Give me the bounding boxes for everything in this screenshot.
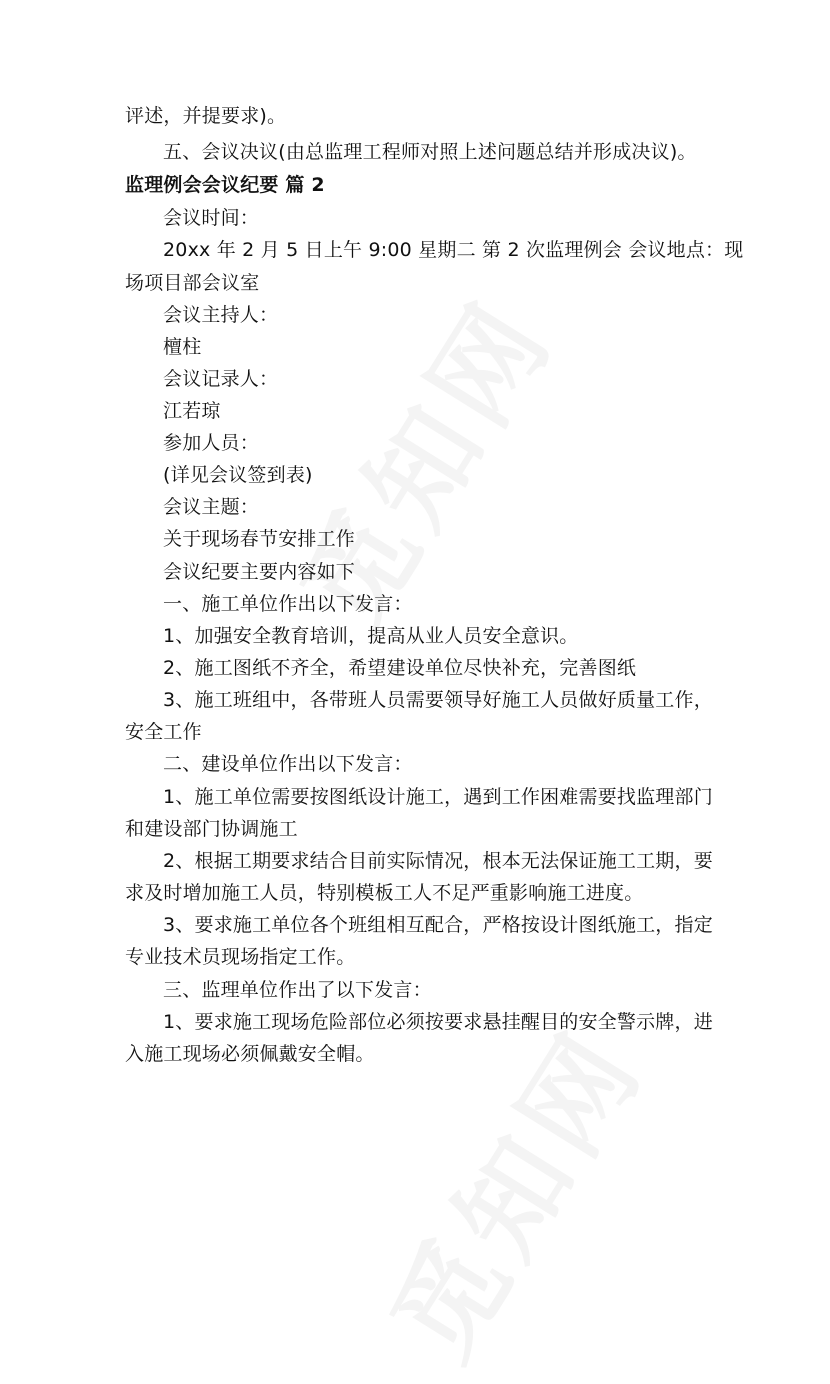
paragraph-line: 江若琼	[163, 400, 221, 422]
paragraph-line: (详见会议签到表)	[163, 464, 313, 486]
paragraph-line: 会议主持人：	[163, 304, 279, 326]
paragraph-line: 五、会议决议(由总监理工程师对照上述问题总结并形成决议)。	[163, 141, 697, 163]
paragraph-line: 场项目部会议室	[125, 272, 260, 294]
paragraph-line: 求及时增加施工人员，特别模板工人不足严重影响施工进度。	[125, 882, 644, 904]
paragraph-line: 二、建设单位作出以下发言：	[163, 753, 413, 775]
paragraph-line: 会议记录人：	[163, 368, 279, 390]
paragraph-line: 1、加强安全教育培训，提高从业人员安全意识。	[163, 625, 579, 647]
paragraph-line: 2、根据工期要求结合目前实际情况，根本无法保证施工工期，要	[163, 850, 713, 872]
paragraph-line: 参加人员：	[163, 432, 260, 454]
paragraph-line: 会议时间：	[163, 207, 260, 229]
paragraph-line: 会议主题：	[163, 496, 260, 518]
section-heading: 监理例会会议纪要 篇 2	[125, 174, 325, 196]
watermark	[348, 994, 673, 1383]
paragraph-line: 安全工作	[125, 721, 202, 743]
paragraph-line: 三、监理单位作出了以下发言：	[163, 979, 432, 1001]
paragraph-line: 1、施工单位需要按图纸设计施工，遇到工作困难需要找监理部门	[163, 786, 713, 808]
paragraph-line: 入施工现场必须佩戴安全帽。	[125, 1043, 375, 1065]
paragraph-line: 20xx 年 2 月 5 日上午 9:00 星期二 第 2 次监理例会 会议地点：现	[163, 239, 744, 261]
paragraph-line: 檀柱	[163, 336, 202, 358]
paragraph-line: 评述，并提要求)。	[125, 105, 287, 127]
paragraph-line: 一、施工单位作出以下发言：	[163, 593, 413, 615]
paragraph-line: 会议纪要主要内容如下	[163, 561, 356, 583]
paragraph-line: 和建设部门协调施工	[125, 818, 298, 840]
paragraph-line: 1、要求施工现场危险部位必须按要求悬挂醒目的安全警示牌，进	[163, 1011, 713, 1033]
paragraph-line: 专业技术员现场指定工作。	[125, 946, 356, 968]
paragraph-line: 关于现场春节安排工作	[163, 528, 356, 550]
paragraph-line: 2、施工图纸不齐全，希望建设单位尽快补充，完善图纸	[163, 657, 637, 679]
paragraph-line: 3、施工班组中，各带班人员需要领导好施工人员做好质量工作，	[163, 689, 713, 711]
paragraph-line: 3、要求施工单位各个班组相互配合，严格按设计图纸施工，指定	[163, 914, 713, 936]
